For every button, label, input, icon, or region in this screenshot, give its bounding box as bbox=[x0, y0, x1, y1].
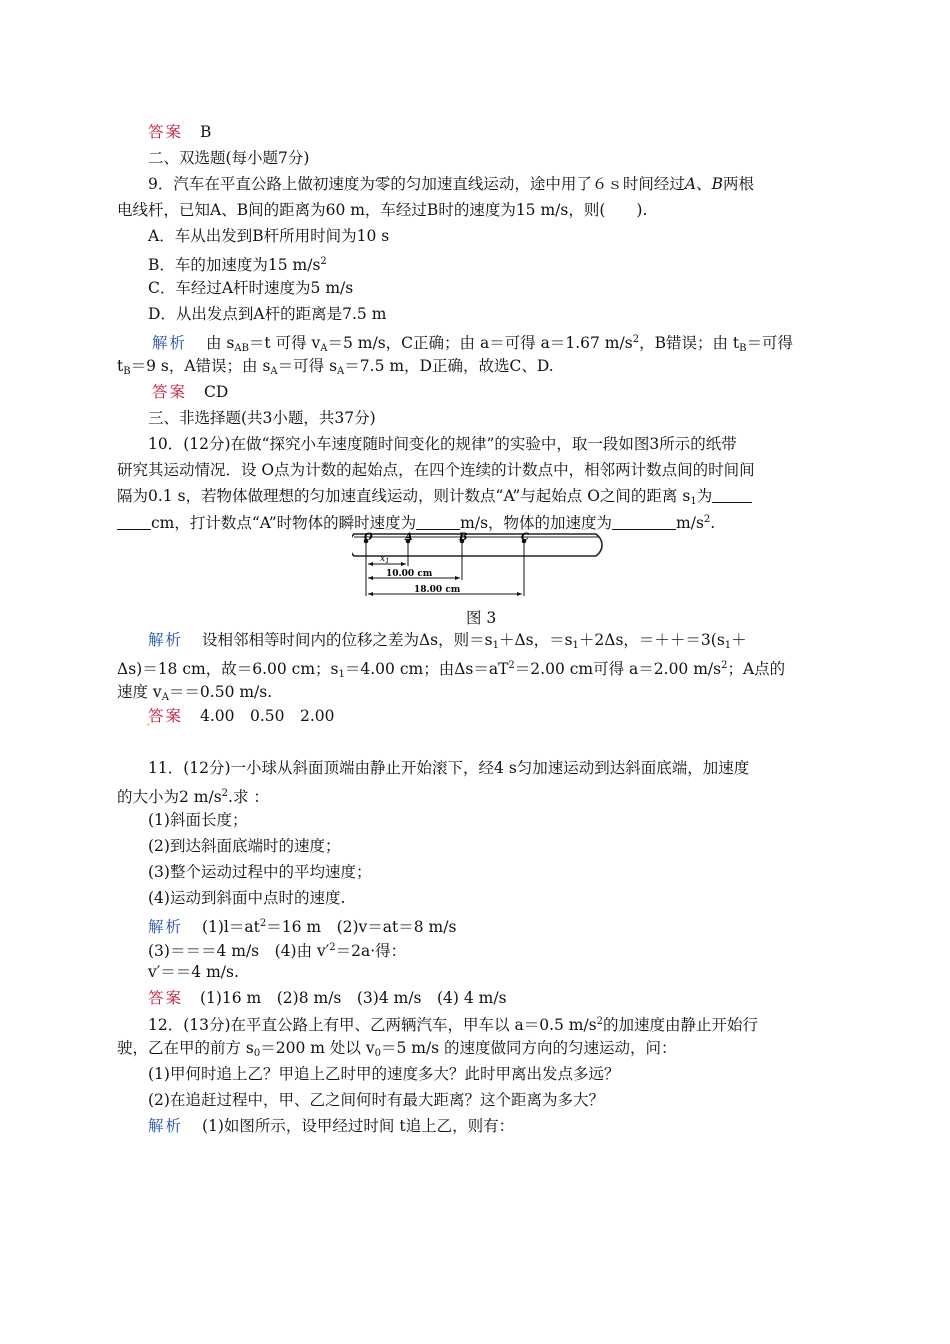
q9-stem-line2: 电线杆，已知A、B间的距离为60 m，车经过B时的速度为15 m/s，则( ). bbox=[117, 201, 648, 219]
q11-item-2: (2)到达斜面底端时的速度； bbox=[148, 837, 341, 855]
text: . bbox=[710, 514, 716, 532]
text: ＋ bbox=[731, 631, 747, 649]
q10-stem-line1: 10．(12分)在做“探究小车速度随时间变化的规律”的实验中，取一段如图3所示的纸带 bbox=[148, 435, 737, 453]
superscript: 2 bbox=[596, 1016, 604, 1027]
text: m/s bbox=[676, 514, 704, 532]
q12-stem-line2 bbox=[117, 1038, 677, 1064]
text: 隔为0.1 s，若物体做理想的匀加速直线运动，则计数点“A”与起始点 O之间的距离 s bbox=[117, 487, 691, 505]
answer-text: 4.00 0.50 2.00 bbox=[199, 707, 335, 725]
answer-text: (1)16 m (2)8 m/s (3)4 m/s (4) 4 m/s bbox=[199, 989, 507, 1007]
q11-item-1: (1)斜面长度； bbox=[148, 811, 248, 829]
subscript: A bbox=[161, 692, 169, 703]
superscript: 2 bbox=[703, 514, 711, 525]
text: 设相邻相等时间内的位移之差为Δs，则＝s bbox=[201, 631, 493, 649]
text: ，B错误；由 t bbox=[639, 334, 740, 352]
subscript: 1 bbox=[385, 557, 390, 565]
point-b-label: B bbox=[459, 532, 468, 543]
q10-stem-line3 bbox=[117, 486, 752, 512]
figure-caption: 图 3 bbox=[466, 609, 497, 627]
paper-tape-figure bbox=[352, 530, 604, 602]
superscript: 2 bbox=[259, 918, 267, 929]
subscript: 1 bbox=[724, 640, 732, 651]
text: ；A点的 bbox=[727, 660, 786, 678]
q9-stem-line1 bbox=[148, 174, 754, 194]
text: ＝t 可得 v bbox=[248, 334, 321, 352]
q10-analysis-line2 bbox=[117, 656, 785, 685]
q11-analysis-line2 bbox=[148, 938, 406, 961]
text: t bbox=[117, 357, 124, 375]
subscript: AB bbox=[234, 343, 249, 354]
analysis-label: 解析 bbox=[152, 334, 188, 352]
text: m/s，物体的加速度为 bbox=[460, 514, 613, 532]
text: x bbox=[380, 554, 386, 564]
text: ＝16 m (2)v＝at＝8 m/s bbox=[266, 918, 457, 936]
text: 速度 v bbox=[117, 683, 162, 701]
q10-analysis-line1 bbox=[148, 630, 747, 656]
text: ＝4.00 cm；由Δs＝aT bbox=[344, 660, 509, 678]
subscript: 1 bbox=[338, 669, 345, 680]
q12-analysis-line1 bbox=[148, 1116, 514, 1136]
subscript: B bbox=[739, 343, 747, 354]
text: A bbox=[684, 175, 697, 193]
subscript: A bbox=[270, 366, 278, 377]
point-o-label: O bbox=[364, 532, 373, 543]
fill-blank bbox=[416, 514, 460, 530]
q9-option-c: C．车经过A杆时速度为5 m/s bbox=[148, 279, 354, 297]
text: ＝＝0.50 m/s. bbox=[168, 683, 273, 701]
text: ＝7.5 m，D正确，故选C、D. bbox=[344, 357, 554, 375]
text: B bbox=[711, 175, 723, 193]
answer-label: 答案 bbox=[152, 383, 188, 401]
text: cm，打计数点“A”时物体的瞬时速度为 bbox=[151, 514, 417, 532]
q11-stem-line2 bbox=[117, 784, 269, 807]
subscript: 1 bbox=[572, 640, 579, 651]
text: (1)如图所示，设甲经过时间 t追上乙，则有： bbox=[201, 1117, 515, 1135]
text: 为 bbox=[696, 487, 713, 505]
q9-analysis-line2 bbox=[117, 356, 554, 382]
q11-item-3: (3)整个运动过程中的平均速度； bbox=[148, 863, 372, 881]
text: ＋Δs，＝s bbox=[498, 631, 573, 649]
q11-analysis-line3: v′＝＝4 m/s. bbox=[148, 963, 239, 981]
fill-blank bbox=[712, 487, 752, 503]
point-c-label: C bbox=[521, 532, 529, 543]
text: (1)l＝at bbox=[201, 918, 260, 936]
q9-analysis-line1 bbox=[152, 330, 793, 359]
subscript: B bbox=[123, 366, 131, 377]
text: 由 s bbox=[205, 334, 235, 352]
answer-label: 答案 bbox=[148, 989, 184, 1007]
q8-answer-line bbox=[148, 122, 211, 142]
subscript: 0 bbox=[253, 1048, 261, 1059]
analysis-label: 解析 bbox=[148, 631, 184, 649]
stray-mark: ˉ bbox=[146, 724, 151, 735]
superscript: 2 bbox=[632, 334, 640, 345]
text: 驶，乙在甲的前方 s bbox=[117, 1039, 254, 1057]
analysis-label: 解析 bbox=[148, 1117, 184, 1135]
text: Δs)＝18 cm，故＝6.00 cm；s bbox=[117, 660, 339, 678]
text: 的大小为2 m/s bbox=[117, 788, 222, 806]
superscript: 2 bbox=[320, 256, 327, 267]
text: ＝2.00 cm可得 a＝2.00 m/s bbox=[514, 660, 722, 678]
answer-text: CD bbox=[203, 383, 229, 401]
q12-stem-line1 bbox=[148, 1012, 758, 1035]
superscript: 2 bbox=[329, 942, 336, 953]
subscript: A bbox=[320, 343, 328, 354]
text: 12．(13分)在平直公路上有甲、乙两辆汽车，甲车以 a＝0.5 m/s bbox=[148, 1016, 597, 1034]
text: ＝可得 bbox=[746, 334, 793, 352]
text: ＝200 m 处以 v bbox=[260, 1039, 375, 1057]
superscript: 2 bbox=[721, 660, 728, 671]
q12-item-1: (1)甲何时追上乙？甲追上乙时甲的速度多大？此时甲离出发点多远？ bbox=[148, 1065, 620, 1083]
q12-item-2: (2)在追赶过程中，甲、乙之间何时有最大距离？这个距离为多大？ bbox=[148, 1091, 604, 1109]
fill-blank bbox=[117, 514, 151, 530]
text: ＝5 m/s 的速度做同方向的匀速运动，问： bbox=[380, 1039, 677, 1057]
superscript: 2 bbox=[221, 788, 229, 799]
point-a-label: A bbox=[405, 532, 413, 543]
subscript: 1 bbox=[492, 640, 499, 651]
q9-option-d: D．从出发点到A杆的距离是7.5 m bbox=[148, 305, 387, 323]
subscript: A bbox=[337, 366, 345, 377]
q10-stem-line2: 研究其运动情况．设 O点为计数的起始点，在四个连续的计数点中，相邻两计数点间的时间间 bbox=[117, 461, 755, 479]
q10-analysis-line3 bbox=[117, 682, 272, 708]
q9-option-b bbox=[148, 252, 327, 275]
dim-18-label: 18.00 cm bbox=[414, 585, 461, 595]
text: .求 ： bbox=[228, 788, 269, 806]
q9-option-a: A．车从出发到B杆所用时间为10 s bbox=[148, 227, 390, 245]
q11-analysis-line1 bbox=[148, 914, 456, 937]
text: ＝2a·得： bbox=[335, 942, 407, 960]
q9-answer-line bbox=[152, 382, 228, 402]
fill-blank bbox=[612, 514, 676, 530]
answer-label: 答案 bbox=[148, 123, 184, 141]
dim-10-label: 10.00 cm bbox=[386, 569, 433, 579]
text: 两根 bbox=[722, 175, 754, 193]
q11-answer-line bbox=[148, 988, 507, 1008]
q11-stem-line1: 11．(12分)一小球从斜面顶端由静止开始滚下，经4 s匀加速运动到达斜面底端，加速度 bbox=[148, 759, 750, 777]
text: ＋2Δs，＝＋＋＝3(s bbox=[578, 631, 725, 649]
text: 、 bbox=[696, 175, 712, 193]
section-heading: 二、双选题(每小题7分) bbox=[148, 149, 310, 167]
superscript: 2 bbox=[508, 660, 515, 671]
text: ＝5 m/s，C正确；由 a＝可得 a＝1.67 m/s bbox=[327, 334, 633, 352]
text: 9．汽车在平直公路上做初速度为零的匀加速直线运动，途中用了６ｓ时间经过 bbox=[148, 175, 685, 193]
subscript: 0 bbox=[374, 1048, 381, 1059]
text: (3)＝＝＝4 m/s (4)由 v′ bbox=[148, 942, 330, 960]
text: ＝可得 s bbox=[277, 357, 338, 375]
text: 的加速度由静止开始行 bbox=[603, 1016, 759, 1034]
analysis-label: 解析 bbox=[148, 918, 184, 936]
answer-label: 答案 bbox=[148, 707, 184, 725]
text: B．车的加速度为15 m/s bbox=[148, 256, 321, 274]
q10-answer-line bbox=[148, 706, 335, 726]
section-heading: 三、非选择题(共3小题，共37分) bbox=[148, 409, 376, 427]
subscript: 1 bbox=[690, 496, 697, 507]
text: ＝9 s，A错误；由 s bbox=[130, 357, 271, 375]
q11-item-4: (4)运动到斜面中点时的速度. bbox=[148, 889, 346, 907]
answer-text: B bbox=[199, 123, 212, 141]
